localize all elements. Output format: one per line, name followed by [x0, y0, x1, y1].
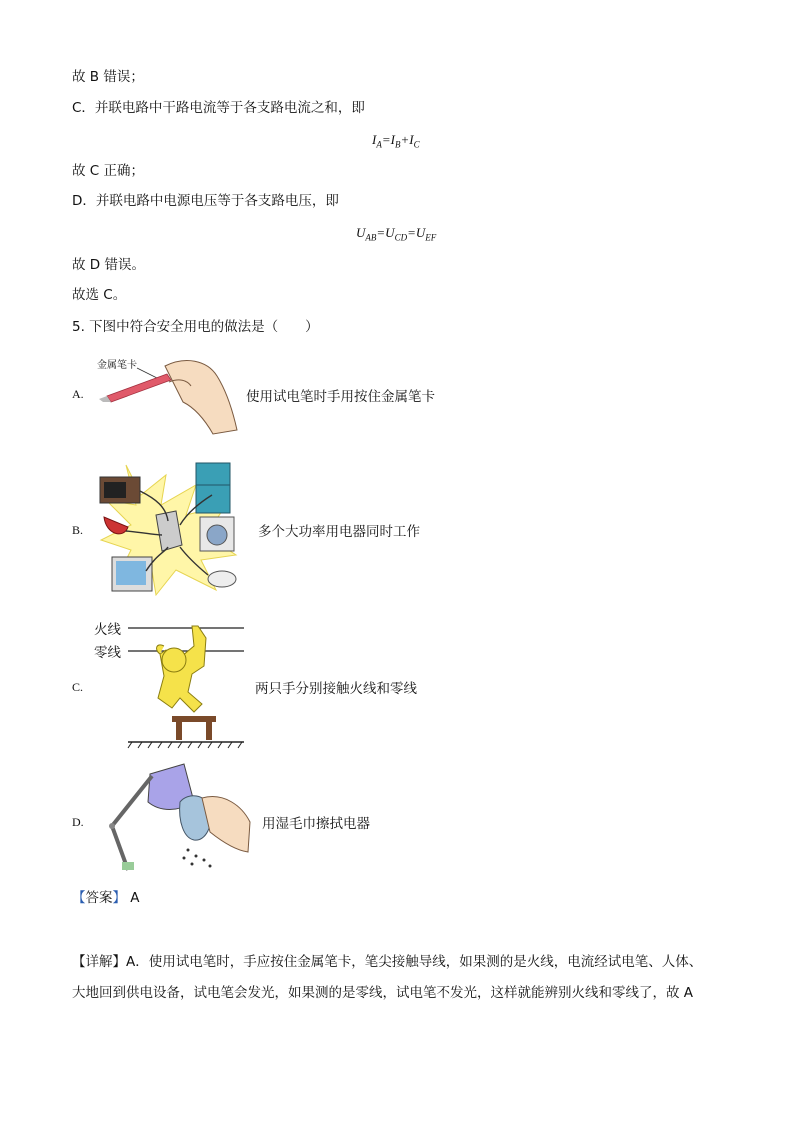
answer-value: A: [130, 890, 140, 906]
metal-clip-label: 金属笔卡: [97, 360, 137, 371]
live-wire-label: 火线: [94, 622, 121, 638]
option-a-caption: 使用试电笔时手用按住金属笔卡: [246, 389, 435, 405]
text-d-wrong: 故 D 错误。: [72, 257, 145, 273]
neutral-wire-label: 零线: [94, 645, 121, 661]
overloaded-socket-illustration: [96, 455, 246, 600]
option-c-caption: 两只手分别接触火线和零线: [255, 681, 417, 697]
option-d-label: D.: [72, 815, 84, 829]
text-choose: 故选 C。: [72, 287, 127, 303]
explain-line-1: 【详解】A．使用试电笔时，手应按住金属笔卡，笔尖接触导线，如果测的是火线，电流经试电笔、人体、: [72, 954, 703, 970]
option-b-label: B.: [72, 523, 84, 537]
answer-line: 【答案】 A: [72, 890, 140, 906]
explain-line-2: 大地回到供电设备，试电笔会发光，如果测的是零线，试电笔不发光，这样就能辨别火线和零线了，故 A: [72, 985, 694, 1001]
text-b-wrong: 故 B 错误；: [72, 69, 144, 85]
option-c-label: C.: [72, 680, 84, 694]
answer-tag: 答案: [85, 890, 113, 906]
text-c-statement: C．并联电路中干路电流等于各支路电流之和，即: [72, 100, 365, 116]
question-5: 5. 下图中符合安全用电的做法是（ ）: [72, 319, 319, 335]
equation-current: $I_A=I_B+I_C$: [372, 132, 420, 150]
option-a-label: A.: [72, 387, 84, 401]
text-d-statement: D．并联电路中电源电压等于各支路电压，即: [72, 193, 339, 209]
wet-towel-lamp-illustration: [98, 762, 253, 872]
text-c-correct: 故 C 正确；: [72, 163, 145, 179]
explain-tag: 详解: [85, 954, 113, 970]
option-d-caption: 用湿毛巾擦拭电器: [262, 816, 370, 832]
equation-voltage: $U_{AB}=U_{CD}=U_{EF}$: [356, 225, 437, 243]
option-b-caption: 多个大功率用电器同时工作: [258, 524, 420, 540]
